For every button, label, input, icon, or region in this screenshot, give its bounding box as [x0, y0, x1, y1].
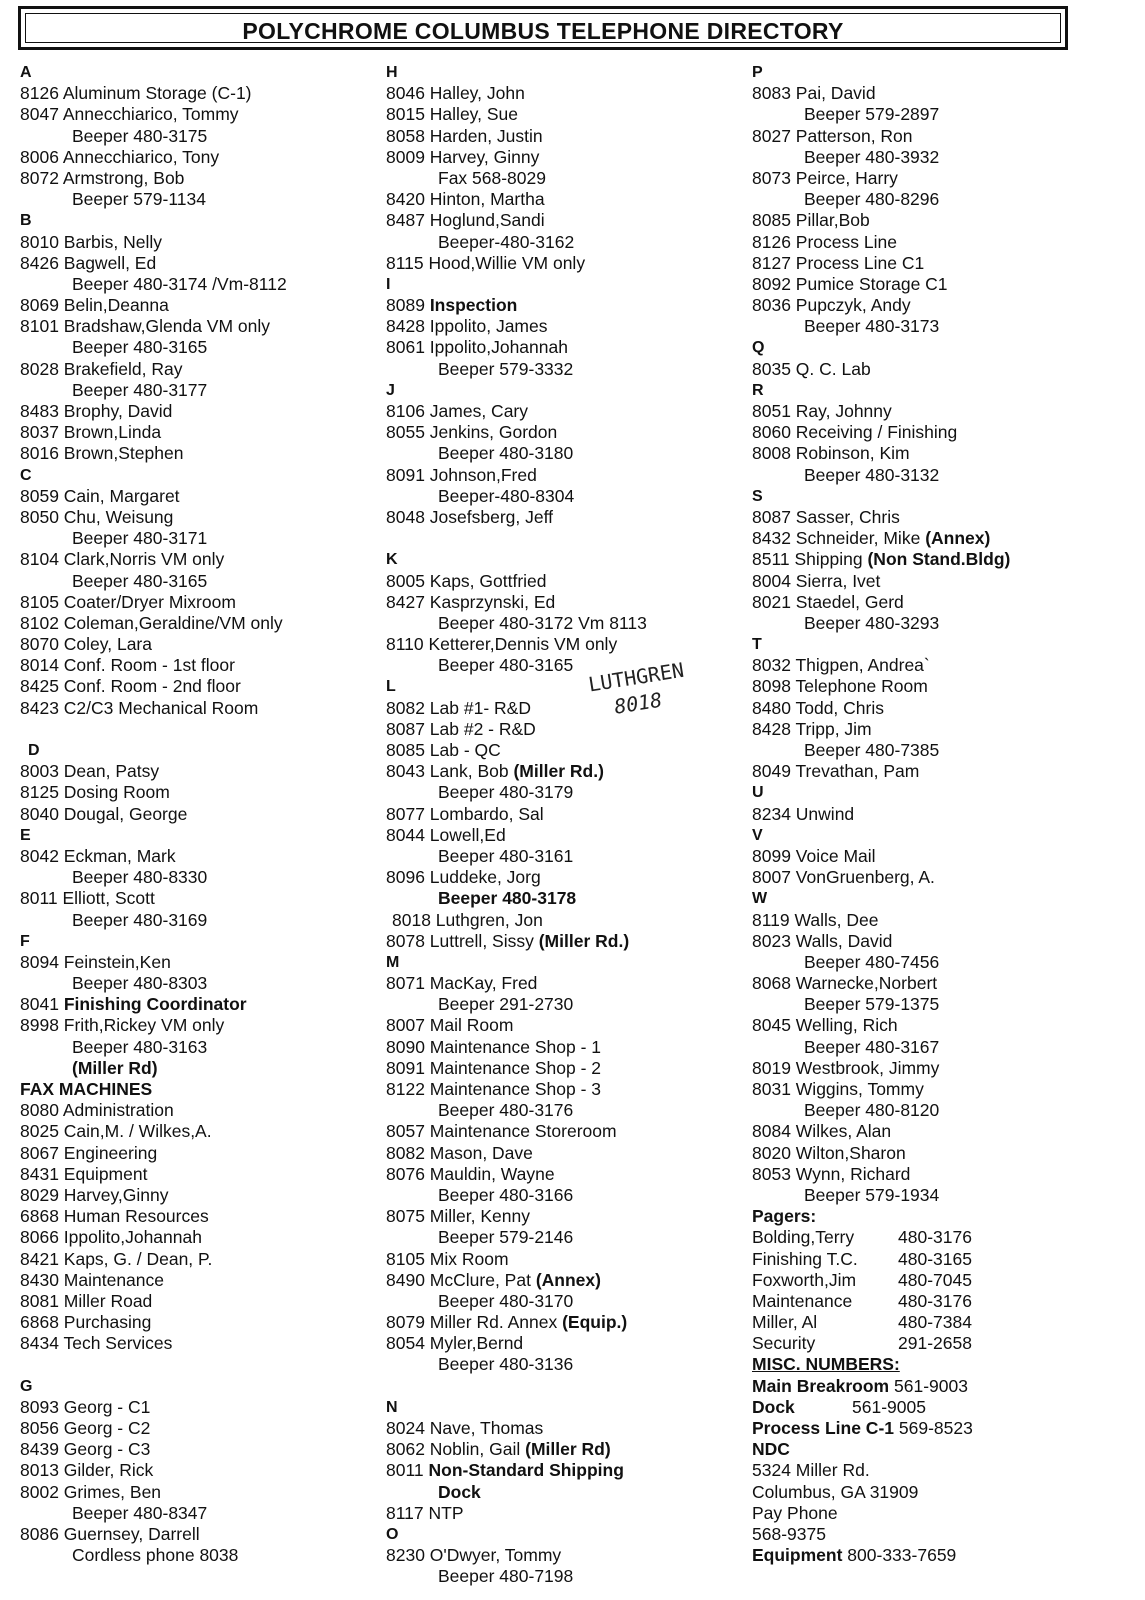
section-letter: H	[386, 64, 398, 81]
pager-row	[752, 1270, 1122, 1291]
beeper-number: Beeper 579-1134	[72, 189, 206, 210]
fax-entry: 8067 Engineering	[20, 1142, 158, 1163]
directory-entry: 8127 Process Line C1	[752, 252, 925, 273]
directory-entry: 8098 Telephone Room	[752, 676, 928, 697]
entry-name: 8078 Luttrell, Sissy	[386, 930, 534, 951]
beeper-number: Beeper-480-8304	[438, 485, 575, 506]
directory-entry: 8037 Brown,Linda	[20, 422, 162, 443]
ndc-address: 5324 Miller Rd.	[752, 1460, 870, 1481]
beeper-number: Beeper 480-3174 /Vm-8112	[72, 273, 287, 294]
pager-name: Finishing T.C.	[752, 1248, 858, 1269]
beeper-number: Beeper 291-2730	[438, 994, 574, 1015]
directory-entry: 8099 Voice Mail	[752, 845, 876, 866]
directory-entry: 8047 Annecchiarico, Tommy	[20, 104, 239, 125]
misc-row	[752, 1376, 1122, 1397]
directory-entry: 8046 Halley, John	[386, 83, 525, 104]
directory-entry: 8028 Brakefield, Ray	[20, 358, 183, 379]
directory-entry: 8110 Ketterer,Dennis VM only	[386, 634, 618, 655]
beeper-number: Beeper-480-3162	[438, 231, 575, 252]
section-letter: F	[20, 932, 30, 950]
directory-entry: 8085 Lab - QC	[386, 740, 501, 760]
directory-entry: 8044 Lowell,Ed	[386, 824, 506, 845]
directory-entry: 8071 MacKay, Fred	[386, 973, 538, 994]
misc-number: 800-333-7659	[847, 1545, 957, 1566]
directory-entry: 8487 Hoglund,Sandi	[386, 210, 545, 231]
directory-entry	[752, 528, 1122, 549]
directory-entry: 8075 Miller, Kenny	[386, 1206, 530, 1227]
spacer	[386, 528, 756, 549]
directory-entry: 8011 Elliott, Scott	[20, 888, 155, 909]
entry-name: 8511 Shipping	[752, 549, 863, 570]
title-box	[18, 6, 1068, 50]
fax-entry: 6868 Purchasing	[20, 1312, 152, 1333]
beeper-number: Beeper 480-3136	[438, 1354, 574, 1375]
beeper-number: Beeper 480-3165	[72, 570, 208, 591]
location-note: (Miller Rd.)	[513, 761, 604, 782]
pager-number: 480-3165	[898, 1248, 972, 1269]
beeper-number: Beeper 480-3165	[72, 337, 208, 358]
beeper-number: Beeper 480-3293	[804, 612, 940, 633]
beeper-number: Beeper 579-1934	[804, 1184, 940, 1205]
fax-entry: 8431 Equipment	[20, 1163, 148, 1184]
directory-entry: 8010 Barbis, Nelly	[20, 231, 163, 252]
pager-number: 480-7045	[898, 1269, 972, 1290]
section-letter: L	[386, 678, 396, 696]
location-note: (Non Stand.Bldg)	[867, 549, 1011, 570]
directory-entry: 8007 Mail Room	[386, 1015, 514, 1036]
directory-entry	[386, 1312, 756, 1333]
beeper-number: Beeper 480-3175	[72, 125, 208, 146]
pager-name: Security	[752, 1333, 816, 1354]
directory-entry: 8007 VonGruenberg, A.	[752, 867, 935, 888]
page-title: POLYCHROME COLUMBUS TELEPHONE DIRECTORY	[242, 18, 844, 44]
directory-entry: 8045 Welling, Rich	[752, 1015, 898, 1036]
fax-entry: 8080 Administration	[20, 1100, 174, 1121]
directory-entry: 8998 Frith,Rickey VM only	[20, 1015, 225, 1036]
section-letter: V	[752, 826, 763, 844]
pagers-list	[752, 1227, 1122, 1354]
section-letter: T	[752, 636, 762, 654]
directory-entry: 8230 O'Dwyer, Tommy	[386, 1545, 562, 1566]
directory-entry: 8427 Kasprzynski, Ed	[386, 591, 556, 612]
entry-name-bold: Dock	[438, 1481, 481, 1502]
directory-entry: 8234 Unwind	[752, 803, 855, 824]
section-letter: O	[386, 1525, 399, 1543]
directory-entry: 8483 Brophy, David	[20, 401, 173, 421]
location-note: (Miller Rd)	[525, 1439, 611, 1460]
fax-entry: 8434 Tech Services	[20, 1333, 173, 1354]
directory-entry: 8050 Chu, Weisung	[20, 506, 174, 527]
section-letter: K	[386, 551, 398, 569]
directory-entry: 8023 Walls, David	[752, 930, 893, 951]
beeper-number: Beeper 480-3171	[72, 528, 208, 549]
directory-entry: 8126 Aluminum Storage (C-1)	[20, 83, 252, 104]
pager-number: 480-3176	[898, 1290, 972, 1311]
directory-entry: 8073 Peirce, Harry	[752, 167, 898, 188]
fax-entry: 8025 Cain,M. / Wilkes,A.	[20, 1121, 212, 1142]
directory-entry	[386, 1439, 756, 1460]
directory-entry: 8091 Maintenance Shop - 2	[386, 1057, 602, 1078]
entry-name: 8490 McClure, Pat	[386, 1269, 531, 1290]
section-letter: N	[386, 1398, 398, 1416]
beeper-number: Beeper 480-3172 Vm 8113	[438, 612, 647, 633]
beeper-number: Beeper 480-8303	[72, 973, 208, 994]
directory-entry: 8031 Wiggins, Tommy	[752, 1079, 924, 1099]
directory-entry: 8105 Coater/Dryer Mixroom	[20, 591, 236, 612]
entry-name: 8432 Schneider, Mike	[752, 528, 921, 549]
directory-entry: 8076 Mauldin, Wayne	[386, 1163, 555, 1184]
fax-entry: 8081 Miller Road	[20, 1290, 153, 1311]
fax-entry: 8066 Ippolito,Johannah	[20, 1227, 202, 1248]
directory-entry: 8005 Kaps, Gottfried	[386, 570, 547, 591]
directory-entry: 8059 Cain, Margaret	[20, 485, 180, 506]
directory-entry: 8042 Eckman, Mark	[20, 845, 176, 866]
beeper-number: Beeper 480-3179	[438, 782, 574, 803]
ndc-label: NDC	[752, 1439, 790, 1460]
directory-entry: 8035 Q. C. Lab	[752, 358, 871, 379]
pager-name: Miller, Al	[752, 1312, 818, 1333]
directory-entry: 8077 Lombardo, Sal	[386, 803, 544, 824]
directory-entry: 8002 Grimes, Ben	[20, 1481, 162, 1502]
misc-number: 569-8523	[898, 1418, 973, 1438]
beeper-number: Beeper 579-3332	[438, 358, 574, 379]
section-letter: U	[752, 784, 764, 802]
fax-entry: 8029 Harvey,Ginny	[20, 1184, 169, 1205]
beeper-number: Beeper 480-3177	[72, 379, 208, 400]
directory-entry: 8082 Lab #1- R&D	[386, 697, 531, 718]
beeper-number: Beeper 480-8296	[804, 189, 940, 210]
location-note: (Annex)	[535, 1269, 601, 1290]
directory-entry: 8104 Clark,Norris VM only	[20, 549, 225, 570]
directory-entry: 8024 Nave, Thomas	[386, 1418, 544, 1438]
location-note: (Miller Rd)	[72, 1057, 158, 1078]
section-letter: S	[752, 487, 763, 505]
directory-column-1	[20, 62, 390, 1566]
directory-entry: 8072 Armstrong, Bob	[20, 167, 185, 188]
beeper-number: Beeper 480-8120	[804, 1100, 940, 1121]
directory-entry: 8094 Feinstein,Ken	[20, 951, 171, 972]
directory-entry: 8003 Dean, Patsy	[20, 761, 160, 782]
directory-entry: 8117 NTP	[386, 1502, 464, 1523]
directory-entry: 8439 Georg - C3	[20, 1439, 151, 1460]
location-note: (Annex)	[925, 528, 991, 549]
extension: 8011	[386, 1460, 424, 1481]
directory-entry: 8083 Pai, David	[752, 83, 876, 104]
directory-entry: 8058 Harden, Justin	[386, 125, 543, 146]
entry-name-bold: Finishing Coordinator	[63, 994, 247, 1015]
handwritten-extension: 8018	[612, 687, 664, 719]
directory-entry: 8055 Jenkins, Gordon	[386, 422, 558, 443]
directory-entry: 8032 Thigpen, Andrea`	[752, 655, 930, 676]
misc-number: 561-9005	[852, 1396, 926, 1417]
spacer	[20, 719, 390, 740]
location-note: (Equip.)	[562, 1312, 628, 1333]
directory-entry: 8125 Dosing Room	[20, 782, 170, 803]
directory-entry: 8070 Coley, Lara	[20, 634, 152, 655]
pager-row	[752, 1312, 1122, 1333]
misc-name: Equipment	[752, 1545, 843, 1566]
directory-entry: 8060 Receiving / Finishing	[752, 422, 958, 443]
directory-entry: 8015 Halley, Sue	[386, 104, 518, 125]
directory-entry: 8004 Sierra, Ivet	[752, 570, 881, 591]
directory-entry: 8428 Tripp, Jim	[752, 718, 872, 739]
misc-row	[752, 1397, 1122, 1418]
directory-entry: 8423 C2/C3 Mechanical Room	[20, 697, 259, 718]
beeper-number: Beeper 480-8347	[72, 1502, 208, 1523]
beeper-number: Beeper 480-7456	[804, 951, 940, 972]
beeper-number: Beeper 480-3176	[438, 1100, 574, 1121]
directory-entry: 8091 Johnson,Fred	[386, 464, 537, 485]
directory-entry: 8021 Staedel, Gerd	[752, 591, 904, 612]
section-letter: Q	[752, 339, 765, 357]
pager-row	[752, 1227, 1122, 1248]
directory-entry: 8425 Conf. Room - 2nd floor	[20, 676, 241, 697]
pager-number: 480-7384	[898, 1312, 972, 1333]
beeper-number: Beeper 480-3163	[72, 1036, 208, 1057]
pager-name: Foxworth,Jim	[752, 1269, 857, 1290]
beeper-number: Beeper 579-1375	[804, 994, 940, 1015]
beeper-number: Beeper 579-2146	[438, 1227, 574, 1248]
ndc-address: Columbus, GA 31909	[752, 1481, 919, 1502]
fax-number: Fax 568-8029	[438, 167, 546, 188]
section-letter: D	[28, 742, 40, 759]
section-letter: C	[20, 466, 32, 484]
directory-entry: 8020 Wilton,Sharon	[752, 1142, 906, 1163]
directory-entry: 8101 Bradshaw,Glenda VM only	[20, 316, 271, 337]
beeper-number: Beeper 480-3173	[804, 316, 940, 337]
directory-entry	[386, 295, 756, 316]
payphone-label: Pay Phone	[752, 1502, 838, 1523]
directory-entry: 8082 Mason, Dave	[386, 1142, 533, 1163]
directory-entry: 8102 Coleman,Geraldine/VM only	[20, 612, 283, 633]
directory-entry: 8087 Sasser, Chris	[752, 506, 900, 527]
payphone-number: 568-9375	[752, 1523, 826, 1544]
directory-entry: 8036 Pupczyk, Andy	[752, 295, 911, 316]
pager-row	[752, 1291, 1122, 1312]
location-note: (Miller Rd.)	[538, 930, 630, 951]
entry-name-bold: Inspection	[429, 295, 518, 316]
fax-entry: 8430 Maintenance	[20, 1269, 164, 1290]
directory-entry: 8085 Pillar,Bob	[752, 210, 870, 231]
directory-entry: 8090 Maintenance Shop - 1	[386, 1036, 602, 1057]
beeper-number: Beeper 480-7385	[804, 740, 940, 760]
directory-entry: 8068 Warnecke,Norbert	[752, 973, 938, 994]
directory-entry: 8420 Hinton, Martha	[386, 189, 545, 210]
beeper-number: Beeper 480-3132	[804, 464, 940, 485]
spacer	[20, 1354, 390, 1375]
beeper-number: Beeper 480-7198	[438, 1566, 574, 1587]
directory-entry: 8096 Luddeke, Jorg	[386, 867, 541, 888]
directory-column-2	[386, 62, 756, 1588]
directory-entry: 8084 Wilkes, Alan	[752, 1121, 892, 1142]
section-letter: E	[20, 826, 31, 844]
misc-name: Process Line C-1	[752, 1418, 894, 1438]
pager-number: 480-3176	[898, 1227, 972, 1248]
directory-entry: 8087 Lab #2 - R&D	[386, 718, 536, 739]
section-letter: I	[386, 275, 391, 293]
extension: 8089	[386, 295, 425, 316]
pager-number: 291-2658	[898, 1333, 972, 1354]
directory-entry: 8126 Process Line	[752, 231, 897, 252]
misc-name: Dock	[752, 1396, 795, 1417]
fax-entry: 8421 Kaps, G. / Dean, P.	[20, 1248, 213, 1269]
beeper-number: Beeper 480-3178	[438, 888, 577, 909]
directory-entry	[20, 994, 390, 1015]
entry-name-bold: Non-Standard Shipping	[428, 1460, 624, 1481]
directory-entry	[386, 1270, 756, 1291]
section-heading: FAX MACHINES	[20, 1079, 153, 1099]
extension: 8041	[20, 994, 59, 1015]
section-letter: W	[752, 890, 768, 908]
directory-entry: 8016 Brown,Stephen	[20, 443, 184, 464]
fax-entry: 6868 Human Resources	[20, 1206, 209, 1227]
beeper-number: Beeper 480-3180	[438, 443, 574, 464]
entry-name: 8062 Noblin, Gail	[386, 1439, 521, 1460]
section-letter: M	[386, 953, 400, 971]
section-heading: Pagers:	[752, 1206, 817, 1227]
section-letter: B	[20, 212, 32, 230]
directory-entry	[752, 549, 1122, 570]
directory-entry: 8040 Dougal, George	[20, 803, 188, 824]
beeper-number: Beeper 480-3170	[438, 1290, 574, 1311]
directory-entry: 8119 Walls, Dee	[752, 909, 879, 930]
directory-entry: 8027 Patterson, Ron	[752, 125, 913, 146]
directory-entry: 8009 Harvey, Ginny	[386, 146, 540, 167]
directory-entry: 8019 Westbrook, Jimmy	[752, 1057, 940, 1078]
directory-entry: 8069 Belin,Deanna	[20, 295, 169, 316]
directory-entry: 8093 Georg - C1	[20, 1396, 151, 1417]
beeper-number: Beeper 480-3165	[438, 655, 574, 676]
directory-entry: 8051 Ray, Johnny	[752, 401, 892, 421]
pager-name: Bolding,Terry	[752, 1227, 855, 1248]
pager-row	[752, 1249, 1122, 1270]
misc-number: 561-9003	[894, 1375, 968, 1396]
directory-entry: 8092 Pumice Storage C1	[752, 273, 948, 294]
beeper-number: Beeper 579-2897	[804, 104, 940, 125]
beeper-number: Beeper 480-3161	[438, 845, 574, 866]
misc-row	[752, 1545, 1122, 1566]
beeper-number: Beeper 480-3932	[804, 146, 940, 167]
section-letter: J	[386, 381, 395, 399]
directory-entry: 8006 Annecchiarico, Tony	[20, 146, 220, 167]
directory-entry: 8105 Mix Room	[386, 1248, 509, 1269]
entry-name: 8079 Miller Rd. Annex	[386, 1312, 558, 1333]
section-letter: G	[20, 1377, 33, 1395]
directory-entry: 8122 Maintenance Shop - 3	[386, 1079, 602, 1099]
directory-entry: 8115 Hood,Willie VM only	[386, 252, 586, 273]
directory-entry	[386, 931, 756, 952]
misc-name: Main Breakroom	[752, 1375, 890, 1396]
directory-entry: 8013 Gilder, Rick	[20, 1460, 154, 1481]
directory-entry: 8086 Guernsey, Darrell	[20, 1523, 200, 1544]
entry-name: 8043 Lank, Bob	[386, 761, 509, 782]
directory-entry: 8053 Wynn, Richard	[752, 1163, 911, 1184]
section-letter: A	[20, 64, 32, 81]
directory-entry	[386, 1460, 756, 1481]
directory-entry: 8106 James, Cary	[386, 401, 529, 421]
directory-entry: 8428 Ippolito, James	[386, 316, 548, 337]
directory-entry: 8057 Maintenance Storeroom	[386, 1121, 617, 1142]
spacer	[386, 1376, 756, 1397]
section-letter: P	[752, 64, 763, 81]
beeper-number: Beeper 480-3166	[438, 1184, 574, 1205]
misc-row	[752, 1418, 1122, 1439]
pager-name: Maintenance	[752, 1290, 853, 1311]
directory-entry: 8048 Josefsberg, Jeff	[386, 506, 554, 527]
directory-entry: 8049 Trevathan, Pam	[752, 761, 920, 782]
directory-entry	[386, 761, 756, 782]
directory-entry: 8056 Georg - C2	[20, 1418, 151, 1438]
directory-entry: 8054 Myler,Bernd	[386, 1333, 524, 1354]
directory-entry: 8014 Conf. Room - 1st floor	[20, 655, 235, 676]
beeper-number: Beeper 480-3167	[804, 1036, 940, 1057]
directory-entry: 8426 Bagwell, Ed	[20, 252, 157, 273]
directory-entry: 8480 Todd, Chris	[752, 697, 884, 718]
handwritten-name: LUTHGREN	[586, 657, 686, 697]
cordless-number: Cordless phone 8038	[72, 1545, 239, 1566]
pager-row	[752, 1333, 1122, 1354]
directory-entry: 8008 Robinson, Kim	[752, 443, 910, 464]
beeper-number: Beeper 480-8330	[72, 867, 208, 888]
section-heading: MISC. NUMBERS:	[752, 1354, 900, 1375]
beeper-number: Beeper 480-3169	[72, 909, 208, 930]
directory-entry: 8018 Luthgren, Jon	[392, 909, 543, 930]
directory-column-3	[752, 62, 1122, 1566]
directory-entry: 8061 Ippolito,Johannah	[386, 337, 568, 358]
section-letter: R	[752, 381, 764, 399]
